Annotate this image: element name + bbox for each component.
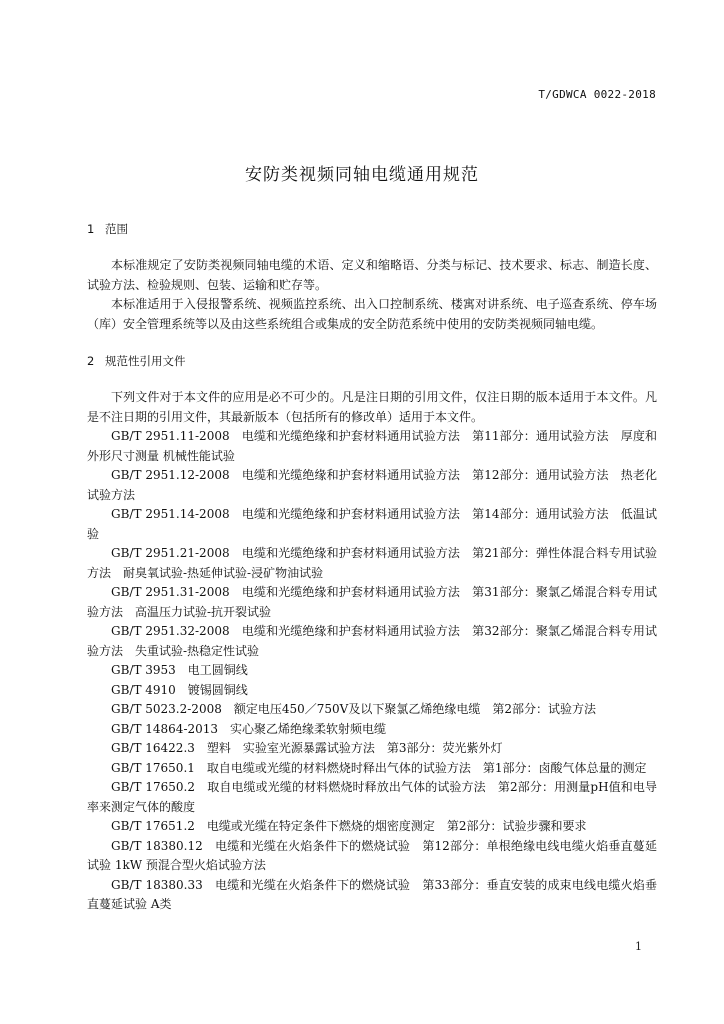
reference-item: GB/T 5023.2-2008 额定电压450／750V及以下聚氯乙烯绝缘电缆 第2部分：试验方法 — [111, 702, 596, 716]
reference-item: GB/T 18380.33 电缆和光缆在火焰条件下的燃烧试验 第33部分：垂直安装的成束电线电缆火焰垂直蔓延试验 A类 — [87, 877, 657, 911]
reference-item: GB/T 18380.12 电缆和光缆在火焰条件下的燃烧试验 第12部分：单根绝缘电线电缆火焰垂直蔓延试验 1kW 预混合型火焰试验方法 — [87, 838, 657, 872]
document-code: T/GDWCA 0022-2018 — [538, 88, 656, 101]
paragraph: 本标准适用于入侵报警系统、视频监控系统、出入口控制系统、楼寓对讲系统、电子巡查系统、停车场（库）安全管理系统等以及由这些系统组合或集成的安全防范系统中使用的安防类视频同轴电缆。 — [87, 297, 657, 331]
reference-item: GB/T 2951.21-2008 电缆和光缆绝缘和护套材料通用试验方法 第21部分：弹性体混合料专用试验方法 耐臭氧试验-热延伸试验-浸矿物油试验 — [87, 546, 657, 580]
section-heading-scope — [87, 221, 128, 237]
intro-paragraph: 下列文件对于本文件的应用是必不可少的。凡是注日期的引用文件，仅注日期的版本适用于本文件。凡是不注日期的引用文件，其最新版本（包括所有的修改单）适用于本文件。 — [87, 390, 657, 424]
section-body-normative-references — [87, 388, 657, 915]
reference-item: GB/T 2951.11-2008 电缆和光缆绝缘和护套材料通用试验方法 第11部分：通用试验方法 厚度和外形尺寸测量 机械性能试验 — [87, 429, 657, 463]
reference-item: GB/T 2951.31-2008 电缆和光缆绝缘和护套材料通用试验方法 第31部分：聚氯乙烯混合料专用试验方法 高温压力试验-抗开裂试验 — [87, 585, 657, 619]
reference-item: GB/T 14864-2013 实心聚乙烯绝缘柔软射频电缆 — [111, 721, 387, 736]
reference-item: GB/T 3953 电工圆铜线 — [111, 663, 248, 677]
reference-item: GB/T 2951.32-2008 电缆和光缆绝缘和护套材料通用试验方法 第32部分：聚氯乙烯混合料专用试验方法 失重试验-热稳定性试验 — [87, 624, 657, 658]
reference-item: GB/T 4910 镀锡圆铜线 — [111, 682, 248, 697]
section-title: 范围 — [105, 222, 128, 236]
reference-item: GB/T 2951.12-2008 电缆和光缆绝缘和护套材料通用试验方法 第12部分：通用试验方法 热老化试验方法 — [87, 468, 657, 502]
section-heading-normative-references — [87, 353, 186, 369]
document-title: 安防类视频同轴电缆通用规范 — [245, 165, 479, 185]
reference-item: GB/T 17651.2 电缆或光缆在特定条件下燃烧的烟密度测定 第2部分：试验步骤和要求 — [111, 819, 587, 833]
section-number: 2 — [87, 354, 95, 368]
section-body-scope — [87, 256, 657, 334]
section-number: 1 — [87, 222, 95, 236]
paragraph: 本标准规定了安防类视频同轴电缆的术语、定义和缩略语、分类与标记、技术要求、标志、制造长度、试验方法、检验规则、包装、运输和贮存等。 — [87, 258, 657, 292]
reference-item: GB/T 17650.1 取自电缆或光缆的材料燃烧时释出气体的试验方法 第1部分：卤酸气体总量的测定 — [111, 760, 647, 775]
reference-item: GB/T 16422.3 塑料 实验室光源暴露试验方法 第3部分：荧光紫外灯 — [111, 741, 503, 755]
reference-item: GB/T 2951.14-2008 电缆和光缆绝缘和护套材料通用试验方法 第14部分：通用试验方法 低温试验 — [87, 507, 657, 541]
page-number: 1 — [635, 940, 642, 953]
section-title: 规范性引用文件 — [105, 354, 186, 368]
reference-item: GB/T 17650.2 取自电缆或光缆的材料燃烧时释放出气体的试验方法 第2部分：用测量pH值和电导率来测定气体的酸度 — [87, 780, 657, 814]
